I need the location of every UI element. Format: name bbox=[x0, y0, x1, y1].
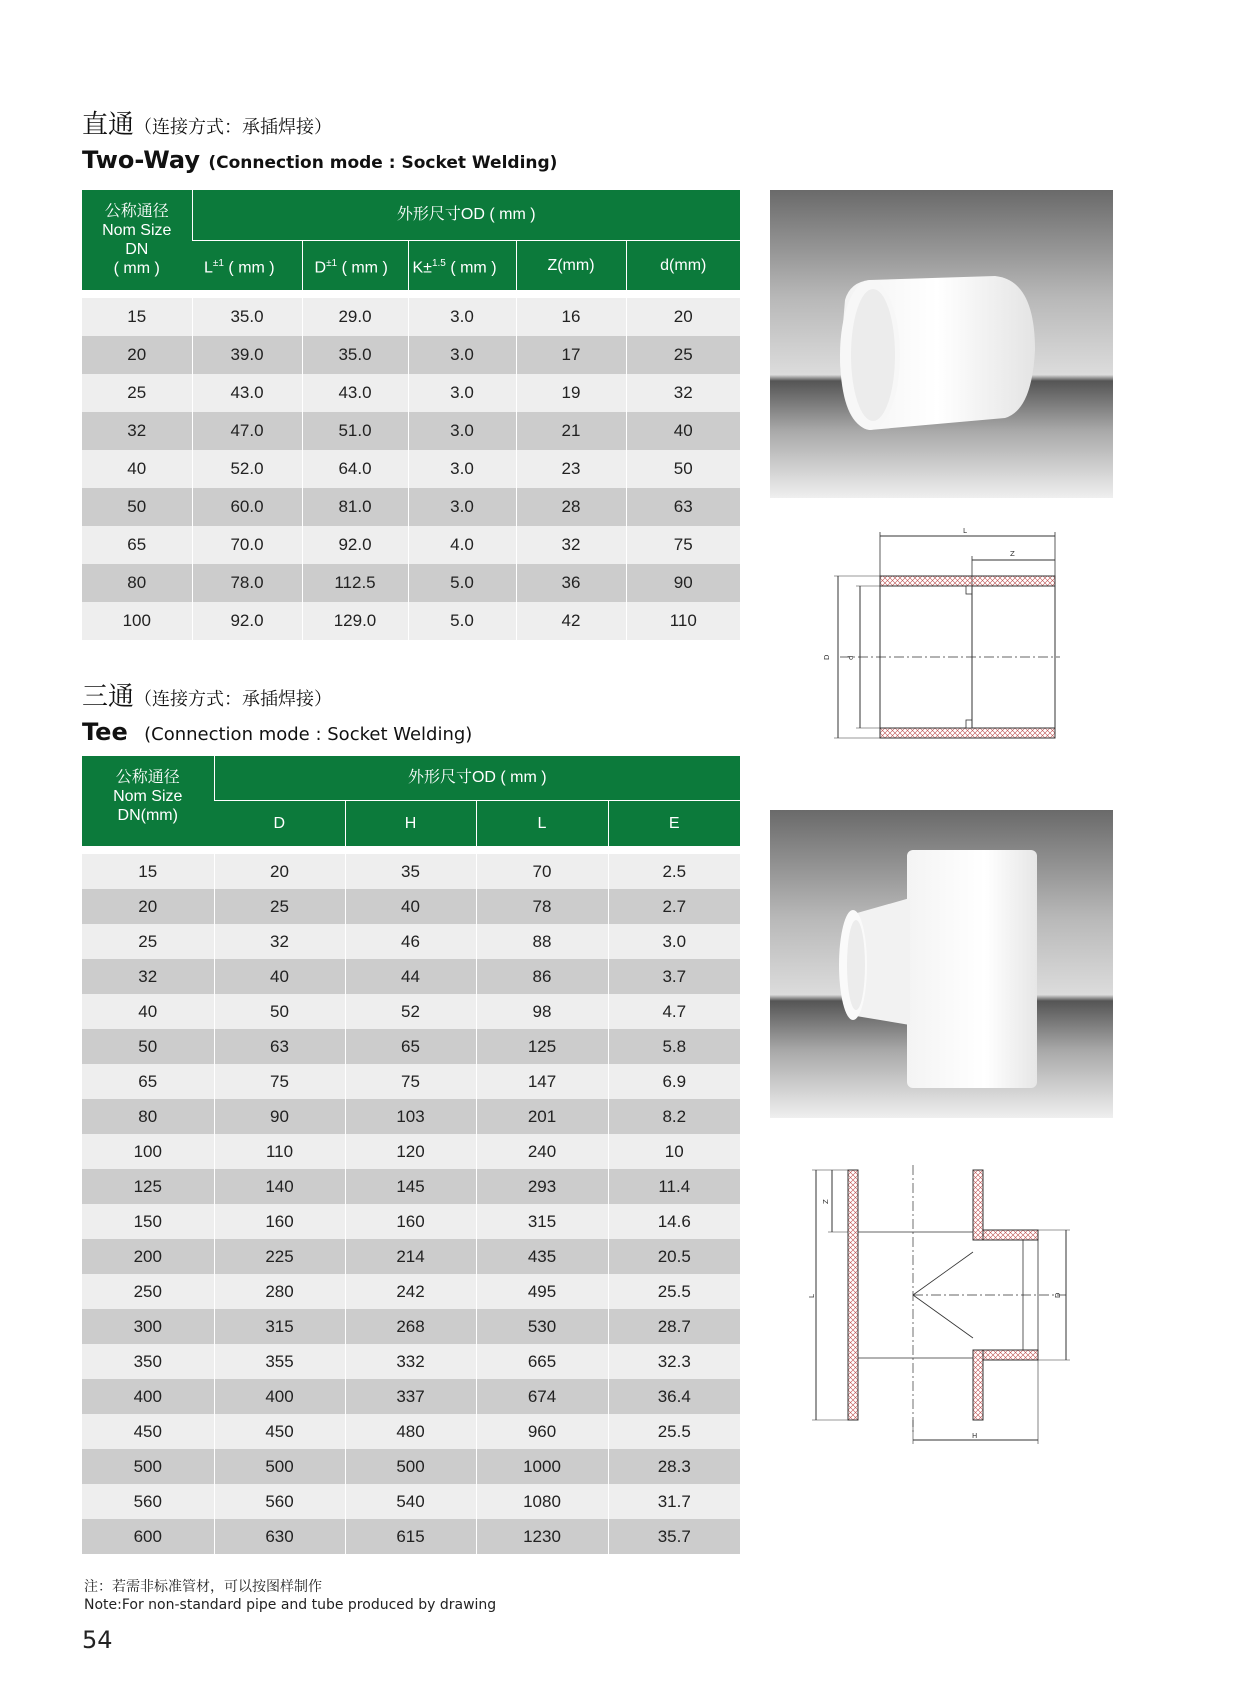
table-cell: 337 bbox=[345, 1379, 476, 1414]
table-cell: 65 bbox=[345, 1029, 476, 1064]
table-cell: 35 bbox=[345, 854, 476, 889]
table-cell: 20 bbox=[626, 298, 740, 336]
table-cell: 450 bbox=[82, 1414, 214, 1449]
table-cell: 46 bbox=[345, 924, 476, 959]
two-way-row bbox=[82, 336, 740, 374]
tee-row bbox=[82, 1484, 740, 1519]
table-cell: 40 bbox=[214, 959, 345, 994]
tee-title-cn bbox=[82, 676, 332, 713]
two-way-row bbox=[82, 564, 740, 602]
table-cell: 150 bbox=[82, 1204, 214, 1239]
table-cell: 70 bbox=[476, 854, 608, 889]
table-cell: 201 bbox=[476, 1099, 608, 1134]
table-cell: 293 bbox=[476, 1169, 608, 1204]
table-cell: 43.0 bbox=[302, 374, 408, 412]
table-cell: 23 bbox=[516, 450, 626, 488]
table-cell: 3.0 bbox=[408, 412, 516, 450]
table-cell: 63 bbox=[626, 488, 740, 526]
table-cell: 450 bbox=[214, 1414, 345, 1449]
table-cell: 35.0 bbox=[192, 298, 302, 336]
tee-row bbox=[82, 889, 740, 924]
table-cell: 98 bbox=[476, 994, 608, 1029]
tee-row bbox=[82, 994, 740, 1029]
tee-photo bbox=[770, 810, 1113, 1118]
table-cell: 400 bbox=[214, 1379, 345, 1414]
tee-header-nom-en: Nom Size bbox=[113, 788, 183, 805]
table-cell: 32 bbox=[82, 412, 192, 450]
table-cell: 44 bbox=[345, 959, 476, 994]
table-cell: 3.0 bbox=[408, 488, 516, 526]
header-od: 外形尺寸OD ( mm ) bbox=[192, 190, 740, 240]
table-cell: 80 bbox=[82, 1099, 214, 1134]
table-cell: 25 bbox=[82, 374, 192, 412]
header-l-unit: ( mm ) bbox=[228, 258, 275, 276]
header-nom-unit: ( mm ) bbox=[113, 260, 160, 277]
two-way-row bbox=[82, 374, 740, 412]
table-cell: 300 bbox=[82, 1309, 214, 1344]
tee-header-nom-size bbox=[82, 756, 214, 846]
tee-header-e: E bbox=[608, 800, 740, 846]
table-cell: 42 bbox=[516, 602, 626, 640]
tee-row bbox=[82, 1379, 740, 1414]
table-cell: 315 bbox=[214, 1309, 345, 1344]
table-cell: 530 bbox=[476, 1309, 608, 1344]
table-cell: 242 bbox=[345, 1274, 476, 1309]
table-cell: 21 bbox=[516, 412, 626, 450]
diagram-label-z: Z bbox=[1010, 550, 1015, 558]
tee-diagram-label-d: D bbox=[1054, 1292, 1062, 1298]
two-way-diagram bbox=[820, 528, 1065, 753]
tee-header-nom-cn: 公称通径 bbox=[115, 769, 180, 786]
table-cell: 20 bbox=[82, 336, 192, 374]
table-cell: 31.7 bbox=[608, 1484, 740, 1519]
header-nom-dn: DN bbox=[125, 241, 149, 258]
table-cell: 500 bbox=[214, 1449, 345, 1484]
tee-title-en-text: Tee bbox=[82, 718, 128, 746]
table-cell: 11.4 bbox=[608, 1169, 740, 1204]
tee-row bbox=[82, 854, 740, 889]
table-cell: 90 bbox=[214, 1099, 345, 1134]
table-cell: 50 bbox=[82, 488, 192, 526]
tee-row bbox=[82, 1274, 740, 1309]
table-cell: 81.0 bbox=[302, 488, 408, 526]
two-way-table bbox=[82, 190, 740, 640]
header-k-unit: ( mm ) bbox=[450, 258, 497, 276]
table-cell: 110 bbox=[214, 1134, 345, 1169]
table-cell: 80 bbox=[82, 564, 192, 602]
table-cell: 145 bbox=[345, 1169, 476, 1204]
table-cell: 35.7 bbox=[608, 1519, 740, 1554]
two-way-title-cn bbox=[82, 104, 332, 141]
header-k-tol: 1.5 bbox=[431, 257, 446, 269]
two-way-table-body bbox=[82, 290, 740, 640]
table-cell: 40 bbox=[345, 889, 476, 924]
table-cell: 225 bbox=[214, 1239, 345, 1274]
header-k bbox=[408, 240, 516, 290]
two-way-title-en bbox=[82, 146, 557, 174]
header-d-main: D bbox=[314, 258, 327, 276]
header-z: Z(mm) bbox=[516, 240, 626, 290]
table-cell: 674 bbox=[476, 1379, 608, 1414]
table-cell: 65 bbox=[82, 1064, 214, 1099]
header-l-tol: ±1 bbox=[212, 257, 224, 269]
table-cell: 140 bbox=[214, 1169, 345, 1204]
table-cell: 560 bbox=[214, 1484, 345, 1519]
table-cell: 25 bbox=[214, 889, 345, 924]
header-d bbox=[302, 240, 408, 290]
footnote-en: Note:For non-standard pipe and tube produced by drawing bbox=[84, 1597, 497, 1613]
table-cell: 43.0 bbox=[192, 374, 302, 412]
table-cell: 2.7 bbox=[608, 889, 740, 924]
table-cell: 280 bbox=[214, 1274, 345, 1309]
two-way-row bbox=[82, 298, 740, 336]
footnote bbox=[84, 1578, 496, 1614]
two-way-row bbox=[82, 488, 740, 526]
header-d-tol: ±1 bbox=[326, 257, 338, 269]
two-way-row bbox=[82, 526, 740, 564]
table-cell: 63 bbox=[214, 1029, 345, 1064]
table-cell: 20 bbox=[82, 889, 214, 924]
table-cell: 3.0 bbox=[608, 924, 740, 959]
table-cell: 35.0 bbox=[302, 336, 408, 374]
table-cell: 50 bbox=[626, 450, 740, 488]
table-cell: 5.0 bbox=[408, 602, 516, 640]
tee-header-l: L bbox=[476, 800, 608, 846]
table-cell: 8.2 bbox=[608, 1099, 740, 1134]
table-cell: 20.5 bbox=[608, 1239, 740, 1274]
tee-row bbox=[82, 1169, 740, 1204]
table-cell: 2.5 bbox=[608, 854, 740, 889]
tee-header-od: 外形尺寸OD ( mm ) bbox=[214, 756, 740, 800]
table-cell: 125 bbox=[476, 1029, 608, 1064]
table-cell: 4.0 bbox=[408, 526, 516, 564]
table-cell: 86 bbox=[476, 959, 608, 994]
table-cell: 36 bbox=[516, 564, 626, 602]
tee-row bbox=[82, 924, 740, 959]
tee-row bbox=[82, 1204, 740, 1239]
table-cell: 332 bbox=[345, 1344, 476, 1379]
table-cell: 92.0 bbox=[302, 526, 408, 564]
table-cell: 560 bbox=[82, 1484, 214, 1519]
table-cell: 90 bbox=[626, 564, 740, 602]
diagram-label-l: L bbox=[963, 528, 967, 535]
tee-diagram-label-l: L bbox=[808, 1294, 816, 1298]
table-cell: 214 bbox=[345, 1239, 476, 1274]
two-way-title-cn-sub: （连接方式：承插焊接） bbox=[134, 117, 333, 138]
table-cell: 51.0 bbox=[302, 412, 408, 450]
table-cell: 75 bbox=[345, 1064, 476, 1099]
table-cell: 50 bbox=[214, 994, 345, 1029]
table-cell: 500 bbox=[345, 1449, 476, 1484]
table-cell: 129.0 bbox=[302, 602, 408, 640]
footnote-cn: 注：若需非标准管材，可以按图样制作 bbox=[84, 1579, 322, 1595]
tee-header-d: D bbox=[214, 800, 345, 846]
table-cell: 50 bbox=[82, 1029, 214, 1064]
table-cell: 60.0 bbox=[192, 488, 302, 526]
table-cell: 3.0 bbox=[408, 298, 516, 336]
table-cell: 268 bbox=[345, 1309, 476, 1344]
table-cell: 5.0 bbox=[408, 564, 516, 602]
diagram-label-d-inner: d bbox=[847, 655, 855, 660]
table-cell: 52 bbox=[345, 994, 476, 1029]
table-cell: 52.0 bbox=[192, 450, 302, 488]
tee-row bbox=[82, 1344, 740, 1379]
two-way-photo bbox=[770, 190, 1113, 498]
tee-row bbox=[82, 1239, 740, 1274]
table-cell: 75 bbox=[626, 526, 740, 564]
table-cell: 25 bbox=[626, 336, 740, 374]
diagram-label-d-outer: D bbox=[823, 654, 831, 660]
tee-title-cn-sub: （连接方式：承插焊接） bbox=[134, 689, 333, 710]
tee-row bbox=[82, 1414, 740, 1449]
table-cell: 112.5 bbox=[302, 564, 408, 602]
table-cell: 32 bbox=[626, 374, 740, 412]
table-cell: 3.7 bbox=[608, 959, 740, 994]
table-cell: 250 bbox=[82, 1274, 214, 1309]
table-cell: 29.0 bbox=[302, 298, 408, 336]
table-cell: 36.4 bbox=[608, 1379, 740, 1414]
table-cell: 6.9 bbox=[608, 1064, 740, 1099]
page-number: 54 bbox=[82, 1626, 113, 1654]
table-cell: 32 bbox=[516, 526, 626, 564]
tee-image bbox=[770, 810, 1113, 1118]
table-cell: 960 bbox=[476, 1414, 608, 1449]
table-cell: 100 bbox=[82, 602, 192, 640]
table-cell: 540 bbox=[345, 1484, 476, 1519]
tee-row bbox=[82, 1134, 740, 1169]
tee-title-cn-text: 三通 bbox=[82, 682, 135, 712]
table-cell: 200 bbox=[82, 1239, 214, 1274]
tee-title-en-sub: (Connection mode : Socket Welding) bbox=[144, 724, 473, 745]
table-cell: 17 bbox=[516, 336, 626, 374]
header-nom-size bbox=[82, 190, 192, 290]
table-cell: 100 bbox=[82, 1134, 214, 1169]
table-cell: 665 bbox=[476, 1344, 608, 1379]
table-cell: 1000 bbox=[476, 1449, 608, 1484]
table-cell: 20 bbox=[214, 854, 345, 889]
tee-row bbox=[82, 1029, 740, 1064]
tee-row bbox=[82, 1449, 740, 1484]
table-cell: 400 bbox=[82, 1379, 214, 1414]
tee-table bbox=[82, 756, 740, 1554]
table-cell: 615 bbox=[345, 1519, 476, 1554]
table-cell: 5.8 bbox=[608, 1029, 740, 1064]
header-nom-cn: 公称通径 bbox=[104, 203, 169, 220]
table-cell: 65 bbox=[82, 526, 192, 564]
tee-row bbox=[82, 1099, 740, 1134]
table-cell: 3.0 bbox=[408, 336, 516, 374]
table-cell: 32.3 bbox=[608, 1344, 740, 1379]
table-cell: 1080 bbox=[476, 1484, 608, 1519]
table-cell: 28 bbox=[516, 488, 626, 526]
table-cell: 32 bbox=[214, 924, 345, 959]
table-cell: 64.0 bbox=[302, 450, 408, 488]
tee-row bbox=[82, 1519, 740, 1554]
header-k-main: K± bbox=[412, 258, 432, 276]
table-cell: 147 bbox=[476, 1064, 608, 1099]
table-cell: 70.0 bbox=[192, 526, 302, 564]
table-cell: 3.0 bbox=[408, 374, 516, 412]
table-cell: 500 bbox=[82, 1449, 214, 1484]
tee-title-en bbox=[82, 718, 472, 746]
tee-diagram-label-z: Z bbox=[822, 1199, 830, 1204]
table-cell: 110 bbox=[626, 602, 740, 640]
table-cell: 480 bbox=[345, 1414, 476, 1449]
tee-diagram-label-h: H bbox=[972, 1432, 978, 1440]
table-cell: 120 bbox=[345, 1134, 476, 1169]
table-cell: 16 bbox=[516, 298, 626, 336]
table-cell: 19 bbox=[516, 374, 626, 412]
table-cell: 25 bbox=[82, 924, 214, 959]
table-cell: 32 bbox=[82, 959, 214, 994]
two-way-row bbox=[82, 602, 740, 640]
table-cell: 240 bbox=[476, 1134, 608, 1169]
table-cell: 355 bbox=[214, 1344, 345, 1379]
table-cell: 78 bbox=[476, 889, 608, 924]
table-cell: 160 bbox=[345, 1204, 476, 1239]
table-cell: 40 bbox=[626, 412, 740, 450]
header-d-unit: ( mm ) bbox=[341, 258, 388, 276]
table-cell: 40 bbox=[82, 994, 214, 1029]
table-cell: 10 bbox=[608, 1134, 740, 1169]
table-cell: 47.0 bbox=[192, 412, 302, 450]
header-l bbox=[192, 240, 302, 290]
table-cell: 40 bbox=[82, 450, 192, 488]
tee-row bbox=[82, 959, 740, 994]
two-way-row bbox=[82, 412, 740, 450]
table-cell: 315 bbox=[476, 1204, 608, 1239]
table-cell: 435 bbox=[476, 1239, 608, 1274]
table-cell: 14.6 bbox=[608, 1204, 740, 1239]
two-way-title-cn-text: 直通 bbox=[82, 110, 135, 140]
coupling-image bbox=[770, 190, 1113, 498]
table-cell: 15 bbox=[82, 854, 214, 889]
table-cell: 160 bbox=[214, 1204, 345, 1239]
table-cell: 88 bbox=[476, 924, 608, 959]
table-cell: 4.7 bbox=[608, 994, 740, 1029]
table-cell: 495 bbox=[476, 1274, 608, 1309]
tee-row bbox=[82, 1309, 740, 1344]
table-cell: 630 bbox=[214, 1519, 345, 1554]
table-cell: 350 bbox=[82, 1344, 214, 1379]
tee-row bbox=[82, 1064, 740, 1099]
tee-header-h: H bbox=[345, 800, 476, 846]
table-cell: 103 bbox=[345, 1099, 476, 1134]
header-dd: d(mm) bbox=[626, 240, 740, 290]
two-way-title-en-text: Two-Way bbox=[82, 146, 200, 174]
table-cell: 75 bbox=[214, 1064, 345, 1099]
header-l-main: L bbox=[204, 258, 213, 276]
two-way-title-en-sub: (Connection mode : Socket Welding) bbox=[208, 153, 558, 173]
table-cell: 125 bbox=[82, 1169, 214, 1204]
table-cell: 28.3 bbox=[608, 1449, 740, 1484]
table-cell: 39.0 bbox=[192, 336, 302, 374]
table-cell: 3.0 bbox=[408, 450, 516, 488]
tee-table-body bbox=[82, 846, 740, 1554]
tee-diagram bbox=[808, 1160, 1078, 1450]
table-cell: 28.7 bbox=[608, 1309, 740, 1344]
table-cell: 92.0 bbox=[192, 602, 302, 640]
two-way-row bbox=[82, 450, 740, 488]
table-cell: 78.0 bbox=[192, 564, 302, 602]
table-cell: 1230 bbox=[476, 1519, 608, 1554]
table-cell: 25.5 bbox=[608, 1274, 740, 1309]
header-nom-en: Nom Size bbox=[102, 222, 172, 239]
tee-header-nom-dn: DN(mm) bbox=[117, 807, 178, 824]
table-cell: 25.5 bbox=[608, 1414, 740, 1449]
table-cell: 15 bbox=[82, 298, 192, 336]
table-cell: 600 bbox=[82, 1519, 214, 1554]
